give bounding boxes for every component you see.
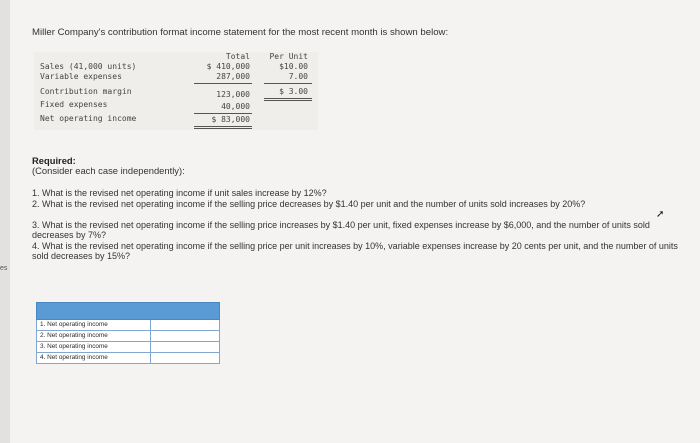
net-operating-income-total: $ 83,000 (211, 115, 250, 124)
intro-text: Miller Company's contribution format income statement for the most recent month is shown below: (32, 27, 449, 38)
underline-per-unit-1 (264, 83, 312, 84)
underline-total-1 (194, 83, 252, 84)
answer-label-2: 2. Net operating income (37, 331, 151, 341)
row-label-sales: Sales (41,000 units) (40, 62, 137, 71)
mouse-pointer-icon: ➚ (656, 209, 665, 220)
question-4: 4. What is the revised net operating income if the selling price per unit increases by 10%, variable expenses increase by 20 cents per unit, and the number of units sold decreases by 15%? (32, 241, 678, 261)
answer-label-4: 4. Net operating income (37, 353, 151, 363)
table-row (36, 342, 220, 353)
double-underline-total-a (194, 126, 252, 127)
answer-table (36, 302, 220, 364)
column-header-total: Total (225, 52, 250, 61)
row-label-contribution-margin: Contribution margin (40, 87, 132, 96)
contribution-margin-per-unit: $ 3.00 (279, 87, 308, 96)
table-row (36, 353, 220, 364)
column-header-per-unit: Per Unit (269, 52, 308, 61)
row-label-variable-expenses: Variable expenses (40, 72, 122, 81)
answer-input-2[interactable] (151, 331, 219, 341)
answer-input-4[interactable] (151, 353, 219, 363)
underline-total-2 (194, 113, 252, 114)
answer-input-1[interactable] (151, 320, 219, 330)
question-2: 2. What is the revised net operating income if the selling price decreases by $1.40 per unit and the number of units sold increases by 20%? (32, 199, 586, 209)
required-heading: Required: (32, 155, 76, 166)
variable-expenses-per-unit: 7.00 (288, 72, 308, 81)
double-underline-per-unit-a (264, 98, 312, 99)
fixed-expenses-total: 40,000 (221, 102, 250, 111)
question-3: 3. What is the revised net operating income if the selling price increases by $1.40 per unit, fixed expenses increase by $6,000, and the number of units sold decreases by 7%? (32, 220, 650, 240)
answer-label-3: 3. Net operating income (37, 342, 151, 352)
sales-total: $ 410,000 (206, 62, 250, 71)
answer-table-header (36, 302, 220, 320)
required-subheading: (Consider each case independently): (32, 165, 185, 176)
contribution-margin-total: 123,000 (216, 90, 250, 99)
sales-per-unit: $10.00 (279, 62, 308, 71)
table-row (36, 320, 220, 331)
table-row (36, 331, 220, 342)
left-window-edge (0, 0, 10, 443)
row-label-net-operating-income: Net operating income (40, 114, 137, 123)
variable-expenses-total: 287,000 (216, 72, 250, 81)
edge-tag: es (0, 265, 8, 272)
answer-input-3[interactable] (151, 342, 219, 352)
row-label-fixed-expenses: Fixed expenses (40, 100, 108, 109)
double-underline-total-b (194, 128, 252, 129)
income-statement (34, 52, 318, 130)
question-1: 1. What is the revised net operating income if unit sales increase by 12%? (32, 188, 327, 198)
answer-label-1: 1. Net operating income (37, 320, 151, 330)
double-underline-per-unit-b (264, 100, 312, 101)
